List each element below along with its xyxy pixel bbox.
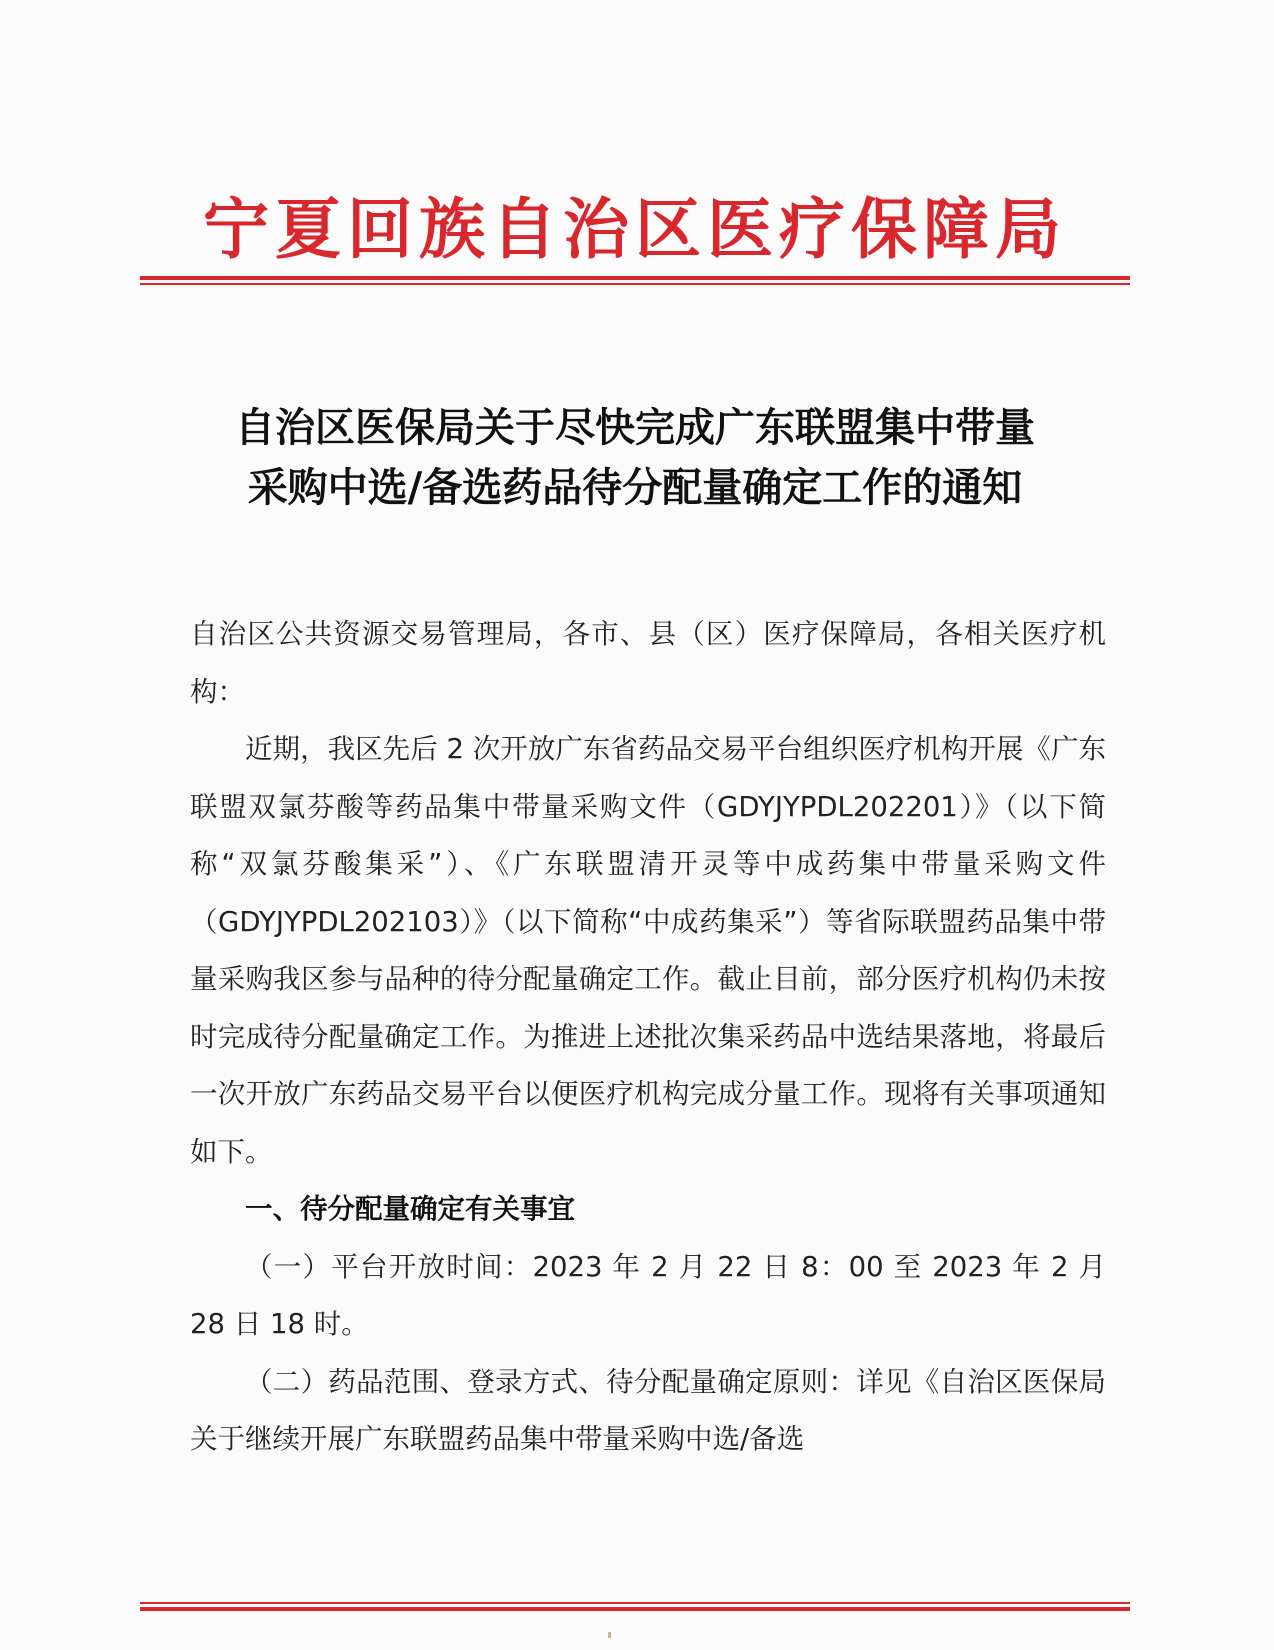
section-heading-1: 一、待分配量确定有关事宜 — [245, 1193, 575, 1225]
item-platform-open-time: （一）平台开放时间：2023 年 2 月 22 日 8：00 至 2023 年 2 月 28 日 18 时。 — [190, 1250, 1106, 1340]
paragraph-intro: 近期，我区先后 2 次开放广东省药品交易平台组织医疗机构开展《广东联盟双氯芬酸等药品集中带量采购文件（GDYJYPDL202201）》（以下简称“双氯芬酸集采”）、《广东联盟清开灵等中成药集中带量采购文件（GDYJYPDL202103）》（以下简称“中成药集采”）等省际联盟药品集中带量采购我区参与品种的待分配量确定工作。截止目前，部分医疗机构仍未按时完成待分配量确定工作。为推进上述批次集采药品中选结果落地，将最后一次开放广东药品交易平台以便医疗机构完成分量工作。现将有关事项通知如下。 — [190, 733, 1106, 1168]
footer-red-rule-thin — [140, 1602, 1130, 1604]
letterhead-red-rule-thick — [140, 276, 1130, 280]
title-line-2: 采购中选/备选药品待分配量确定工作的通知 — [247, 464, 1023, 511]
addressee: 自治区公共资源交易管理局，各市、县（区）医疗保障局，各相关医疗机构： — [190, 618, 1106, 708]
title-line-1: 自治区医保局关于尽快完成广东联盟集中带量 — [235, 404, 1035, 451]
footer-red-rule-thick — [140, 1607, 1130, 1611]
document-body — [190, 606, 1106, 1469]
item-drug-scope: （二）药品范围、登录方式、待分配量确定原则：详见《自治区医保局关于继续开展广东联盟药品集中带量采购中选/备选 — [190, 1365, 1106, 1455]
document-title — [160, 398, 1110, 518]
letterhead-red-rule-thin — [140, 283, 1130, 285]
scan-speck — [608, 1632, 611, 1638]
letterhead-org-name: 宁夏回族自治区医疗保障局 — [203, 190, 1067, 268]
